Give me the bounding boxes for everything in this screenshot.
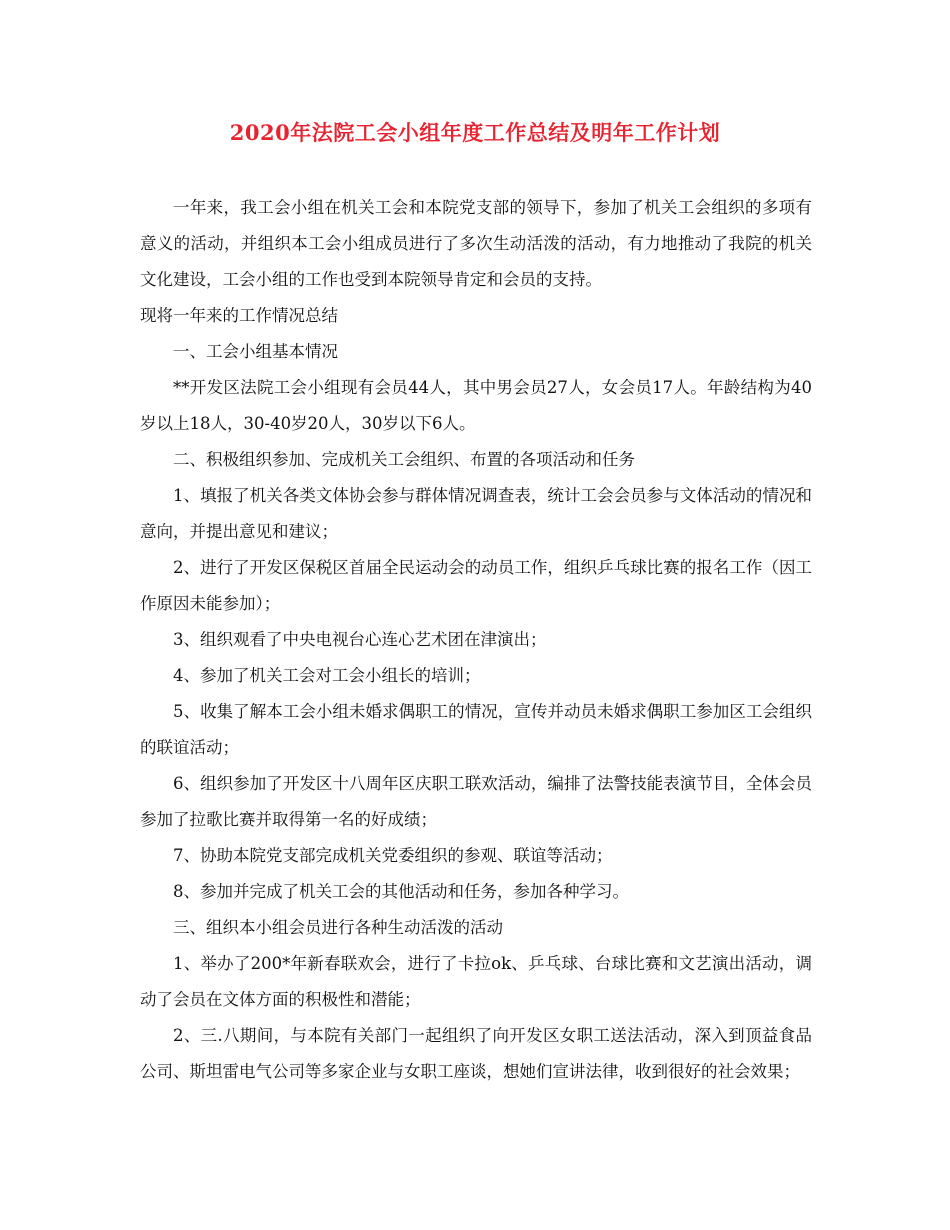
list-item: 8、参加并完成了机关工会的其他活动和任务，参加各种学习。 (173, 882, 629, 901)
list-item: 5、收集了解本工会小组未婚求偶职工的情况，宣传并动员未婚求偶职工参加区工会组织的联谊活动； (140, 702, 812, 757)
document-title: 2020年法院工会小组年度工作总结及明年工作计划 (229, 120, 721, 145)
document-body (140, 190, 812, 1090)
list-item: 2、三.八期间，与本院有关部门一起组织了向开发区女职工送法活动，深入到顶益食品公司、斯坦雷电气公司等多家企业与女职工座谈，想她们宣讲法律，收到很好的社会效果； (140, 1026, 812, 1081)
section-heading-3: 三、组织本小组会员进行各种生动活泼的活动 (173, 918, 503, 937)
paragraph-intro: 一年来，我工会小组在机关工会和本院党支部的领导下，参加了机关工会组织的多项有意义的活动，并组织本工会小组成员进行了多次生动活泼的活动，有力地推动了我院的机关文化建设，工会小组的工作也受到本院领导肯定和会员的支持。 (140, 198, 812, 289)
list-item: 1、举办了200*年新春联欢会，进行了卡拉ok、乒乓球、台球比赛和文艺演出活动，调动了会员在文体方面的积极性和潜能； (140, 954, 812, 1009)
section-heading-1: 一、工会小组基本情况 (173, 342, 338, 361)
list-item: 4、参加了机关工会对工会小组长的培训； (173, 666, 481, 685)
list-item: 7、协助本院党支部完成机关党委组织的参观、联谊等活动； (173, 846, 613, 865)
section-heading-2: 二、积极组织参加、完成机关工会组织、布置的各项活动和任务 (173, 450, 635, 469)
list-item: 1、填报了机关各类文体协会参与群体情况调查表，统计工会会员参与文体活动的情况和意向，并提出意见和建议； (140, 486, 812, 541)
paragraph-summary-lead: 现将一年来的工作情况总结 (140, 306, 338, 325)
list-item: 3、组织观看了中央电视台心连心艺术团在津演出； (173, 630, 547, 649)
paragraph-member-info: **开发区法院工会小组现有会员44人，其中男会员27人，女会员17人。年龄结构为40岁以上18人，30-40岁20人，30岁以下6人。 (140, 378, 812, 433)
list-item: 2、进行了开发区保税区首届全民运动会的动员工作，组织乒乓球比赛的报名工作（因工作原因未能参加）； (140, 558, 812, 613)
list-item: 6、组织参加了开发区十八周年区庆职工联欢活动，编排了法警技能表演节目，全体会员参加了拉歌比赛并取得第一名的好成绩； (140, 774, 812, 829)
